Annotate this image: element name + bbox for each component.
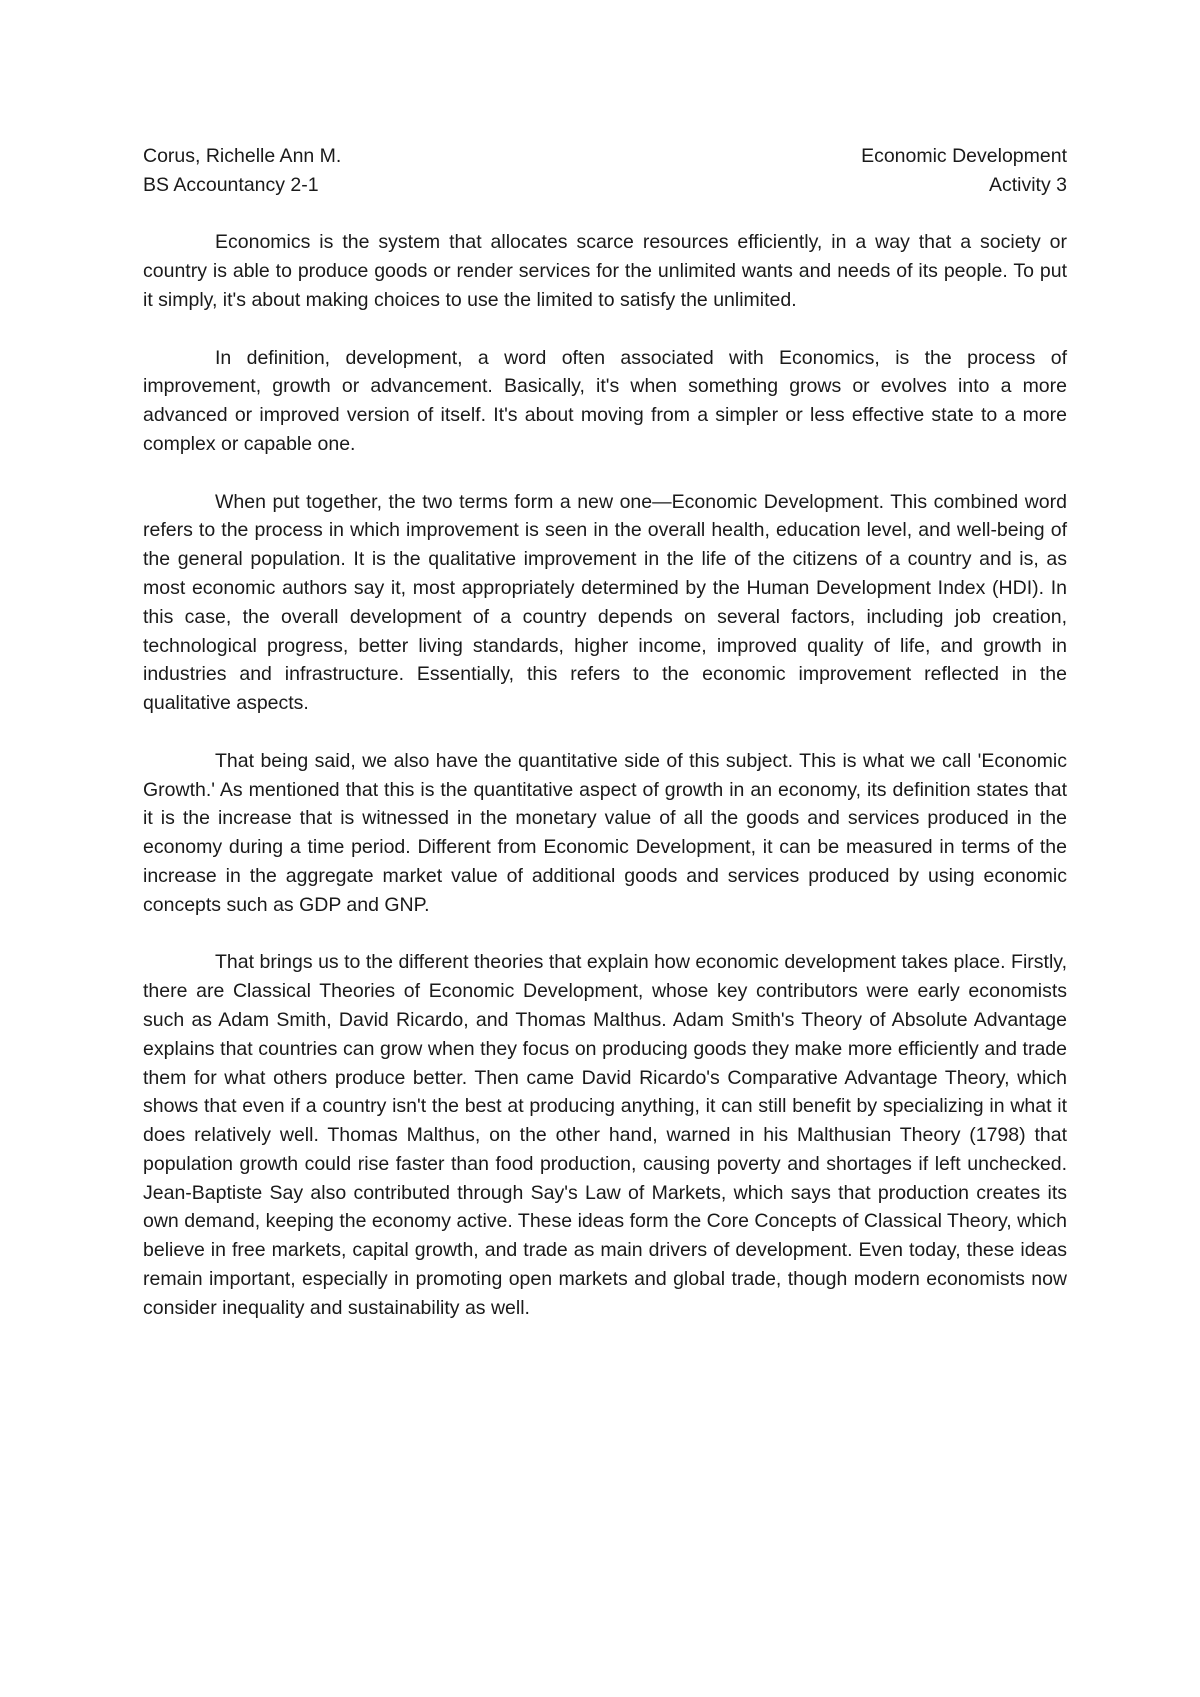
essay-body [143, 228, 1067, 1322]
activity-label: Activity 3 [988, 173, 1067, 196]
document-content [143, 142, 1067, 1323]
paragraph-economic-development: When put together, the two terms form a new one—Economic Development. This combined word refers to the process in which improvement is seen in the overall health, education level, and well-being of the general population. It is the qualitative improvement in the life of the citizens of a country and is, as most economic authors say it, most appropriately determined by the Human Development Index (HDI). In this case, the overall development of a country depends on several factors, including job creation, technological progress, better living standards, higher income, improved quality of life, and growth in industries and infrastructure. Essentially, this refers to the economic improvement reflected in the qualitative aspects. [143, 490, 1067, 715]
header-row-2 [143, 171, 1067, 200]
header-row-1 [143, 142, 1067, 171]
paragraph-economic-growth: That being said, we also have the quantitative side of this subject. This is what we call 'Economic Growth.' As mentioned that this is the quantitative aspect of growth in an economy, its definition states that it is the increase that is witnessed in the monetary value of all the goods and services produced in the economy during a time period. Different from Economic Development, it can be measured in terms of the increase in the aggregate market value of additional goods and services produced by using economic concepts such as GDP and GNP. [143, 749, 1067, 916]
subject-title: Economic Development [861, 145, 1067, 167]
course-section: BS Accountancy 2-1 [143, 173, 319, 196]
author-name: Corus, Richelle Ann M. [143, 145, 342, 167]
paragraph-economics-definition: Economics is the system that allocates scarce resources efficiently, in a way that a society or country is able to produce goods or render services for the unlimited wants and needs of its people. To put it simply, it's about making choices to use the limited to satisfy the unlimited. [143, 231, 1067, 311]
paragraph-development-definition: In definition, development, a word often associated with Economics, is the process of improvement, growth or advancement. Basically, it's when something grows or evolves into a more advanced or improved version of itself. It's about moving from a simpler or less effective state to a more complex or capable one. [143, 346, 1067, 455]
paragraph-classical-theories: That brings us to the different theories that explain how economic development takes place. Firstly, there are Classical Theories of Economic Development, whose key contributors were early economists such as Adam Smith, David Ricardo, and Thomas Malthus. Adam Smith's Theory of Absolute Advantage explains that countries can grow when they focus on producing goods they make more efficiently and trade them for what others produce better. Then came David Ricardo's Comparative Advantage Theory, which shows that even if a country isn't the best at producing anything, it can still benefit by specializing in what it does relatively well. Thomas Malthus, on the other hand, warned in his Malthusian Theory (1798) that population growth could rise faster than food production, causing poverty and shortages if left unchecked. Jean-Baptiste Say also contributed through Say's Law of Markets, which says that production creates its own demand, keeping the economy active. These ideas form the Core Concepts of Classical Theory, which believe in free markets, capital growth, and trade as main drivers of development. Even today, these ideas remain important, especially in promoting open markets and global trade, though modern economists now consider inequality and sustainability as well. [143, 951, 1067, 1319]
